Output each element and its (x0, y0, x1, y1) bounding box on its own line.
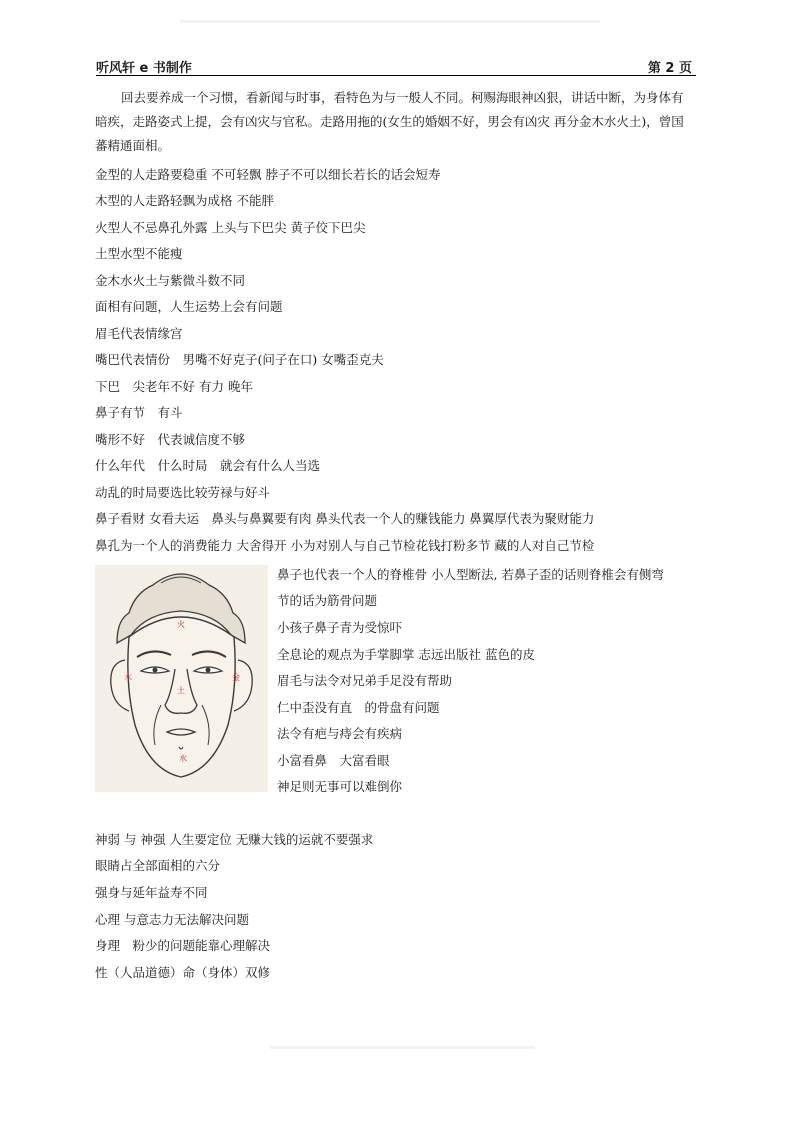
left-cheek-label: 木 (124, 673, 132, 682)
page-header (96, 57, 696, 76)
chin-label: 水 (179, 754, 187, 763)
side-text-line: 仁中歪没有直 的骨盘有问题 (277, 700, 440, 715)
face-illustration (95, 565, 268, 792)
text-line: 强身与延年益寿不同 (95, 885, 208, 900)
text-line: 鼻子有节 有斗 (95, 405, 183, 420)
side-text-line: 全息论的观点为手掌脚掌 志远出版社 蓝色的皮 (277, 647, 535, 662)
text-line: 心理 与意志力无法解决问题 (95, 912, 249, 927)
text-line: 金木水火土与紫微斗数不同 (95, 273, 246, 288)
nose-label: 土 (177, 686, 185, 695)
side-text-line: 鼻子也代表一个人的脊椎骨 小人型断法, 若鼻子歪的话则脊椎会有侧弯 (277, 567, 664, 582)
text-line: 眼睛占全部面相的六分 (95, 858, 221, 873)
header-page-number: 第 2 页 (647, 61, 692, 76)
side-text-line: 小孩子鼻子青为受惊吓 (277, 620, 403, 635)
header-publisher: 听风轩 e 书制作 (96, 61, 192, 76)
left-pupil (153, 668, 158, 673)
side-text-line: 节的话为筋骨问题 (277, 593, 378, 608)
text-line: 面相有问题，人生运势上会有问题 (95, 299, 283, 314)
side-text-line: 小富看鼻 大富看眼 (277, 753, 390, 768)
text-line: 土型水型不能瘦 (95, 246, 183, 261)
text-line: 身理 粉少的问题能靠心理解决 (95, 938, 271, 953)
text-line: 鼻子看财 女看夫运 鼻头与鼻翼要有肉 鼻头代表一个人的赚钱能力 鼻翼厚代表为聚财能力 (95, 511, 595, 526)
text-line: 下巴 尖老年不好 有力 晚年 (95, 379, 253, 394)
side-text-line: 眉毛与法令对兄弟手足没有帮助 (277, 673, 453, 688)
text-line: 什么年代 什么时局 就会有什么人当选 (95, 458, 321, 473)
text-line: 神弱 与 神强 人生要定位 无赚大钱的运就不要强求 (95, 832, 374, 847)
intro-paragraph (95, 86, 695, 158)
right-pupil (206, 668, 211, 673)
top-faint-line (180, 20, 600, 23)
text-line: 金型的人走路要稳重 不可轻飘 脖子不可以细长若长的话会短寿 (95, 167, 441, 182)
text-line: 性（人品道德）命（身体）双修 (95, 965, 271, 980)
text-line: 木型的人走路轻飘为成格 不能胖 (95, 193, 274, 208)
text-line: 嘴形不好 代表诚信度不够 (95, 432, 246, 447)
text-line: 火型人不忌鼻孔外露 上头与下巴尖 黄子佼下巴尖 (95, 220, 366, 235)
side-text-line: 法令有疤与痔会有疾病 (277, 726, 403, 741)
bottom-faint-line (270, 1046, 535, 1049)
intro-paragraph-text: 回去要养成一个习惯，看新闻与时事，看特色为与一般人不同。柯赐海眼神凶狠，讲话中断，为身体有暗疾，走路姿式上提，会有凶灾与官私。走路用拖的(女生的婚姻不好，男会有凶灾 再分金木水火土)，曾国蕃精通面相。 (95, 90, 684, 153)
right-cheek-label: 金 (232, 673, 240, 682)
text-line: 眉毛代表情缘宫 (95, 326, 183, 341)
text-line: 鼻孔为一个人的消费能力 大舍得开 小为对别人与自己节检花钱打粉多节 藏的人对自己节检 (95, 538, 595, 553)
text-line: 动乱的时局要选比较劳禄与好斗 (95, 485, 271, 500)
side-text-line: 神足则无事可以难倒你 (277, 779, 403, 794)
text-line: 嘴巴代表情份 男嘴不好克子(问子在口) 女嘴歪克夫 (95, 352, 384, 367)
forehead-label: 火 (177, 620, 185, 629)
